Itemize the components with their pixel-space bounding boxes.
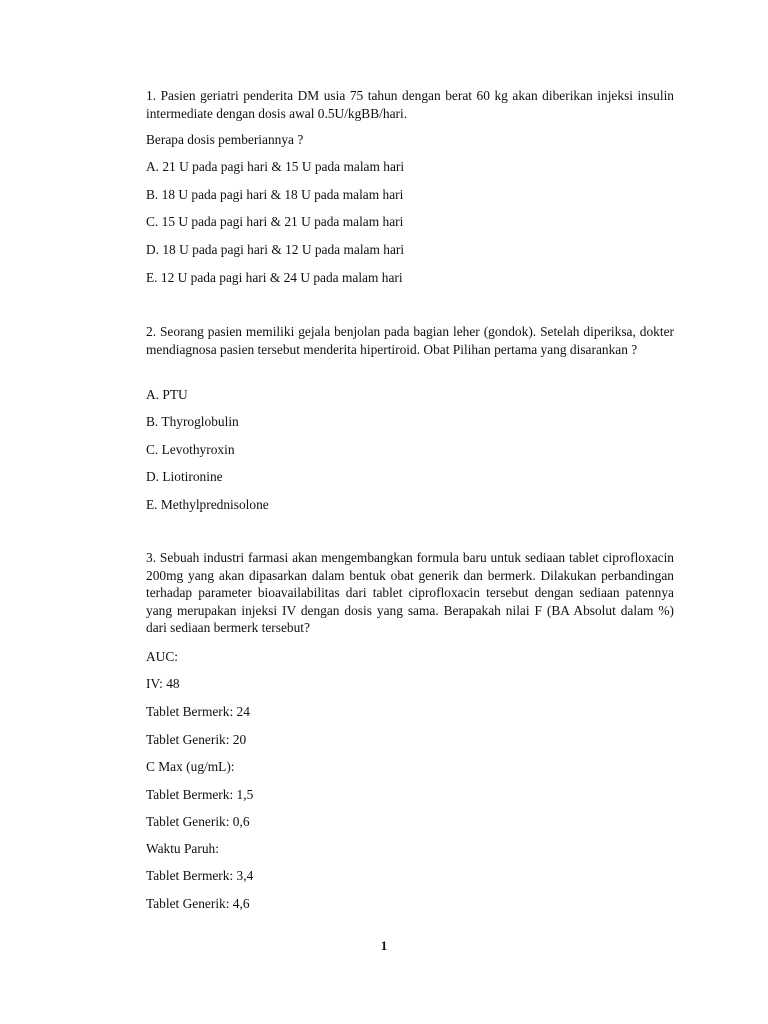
question-1-prompt: Berapa dosis pemberiannya ? xyxy=(146,132,304,147)
question-2-option-a: A. PTU xyxy=(146,387,188,402)
question-2-option-c: C. Levothyroxin xyxy=(146,442,235,457)
question-1-option-c: C. 15 U pada pagi hari & 21 U pada malam hari xyxy=(146,214,404,229)
half-life-tablet-generik: Tablet Generik: 4,6 xyxy=(146,896,250,911)
question-1-option-b: B. 18 U pada pagi hari & 18 U pada malam hari xyxy=(146,187,404,202)
cmax-tablet-generik: Tablet Generik: 0,6 xyxy=(146,814,250,829)
auc-iv: IV: 48 xyxy=(146,676,180,691)
question-2-text: 2. Seorang pasien memiliki gejala benjolan pada bagian leher (gondok). Setelah diperiksa, dokter mendiagnosa pasien tersebut menderita hipertiroid. Obat Pilihan pertama yang disarankan ? xyxy=(146,324,674,357)
half-life-label: Waktu Paruh: xyxy=(146,841,219,856)
half-life-tablet-bermerk: Tablet Bermerk: 3,4 xyxy=(146,868,254,883)
cmax-label: C Max (ug/mL): xyxy=(146,759,235,774)
question-1-option-a: A. 21 U pada pagi hari & 15 U pada malam hari xyxy=(146,159,405,174)
question-2-option-e: E. Methylprednisolone xyxy=(146,497,269,512)
auc-tablet-bermerk: Tablet Bermerk: 24 xyxy=(146,704,250,719)
page-number: 1 xyxy=(380,938,388,953)
question-3-text: 3. Sebuah industri farmasi akan mengembangkan formula baru untuk sediaan tablet ciprofloxacin 200mg yang akan dipasarkan dalam bentuk obat generik dan bermerk. Dilakukan perbandingan terhadap parameter bioavailabilitas dari tablet ciprofloxacin tersebut dengan sediaan patennya yang merupakan injeksi IV dengan dosis yang sama. Berapakah nilai F (BA Absolut dalam %) dari sediaan bermerk tersebut? xyxy=(146,550,674,635)
auc-tablet-generik: Tablet Generik: 20 xyxy=(146,732,247,747)
question-1-option-e: E. 12 U pada pagi hari & 24 U pada malam hari xyxy=(146,270,403,285)
question-1-option-d: D. 18 U pada pagi hari & 12 U pada malam hari xyxy=(146,242,405,257)
cmax-tablet-bermerk: Tablet Bermerk: 1,5 xyxy=(146,787,254,802)
question-2-option-b: B. Thyroglobulin xyxy=(146,414,239,429)
question-2-option-d: D. Liotironine xyxy=(146,469,223,484)
auc-label: AUC: xyxy=(146,649,178,664)
question-1-text: 1. Pasien geriatri penderita DM usia 75 tahun dengan berat 60 kg akan diberikan injeksi insulin intermediate dengan dosis awal 0.5U/kgBB/hari. xyxy=(146,88,674,121)
